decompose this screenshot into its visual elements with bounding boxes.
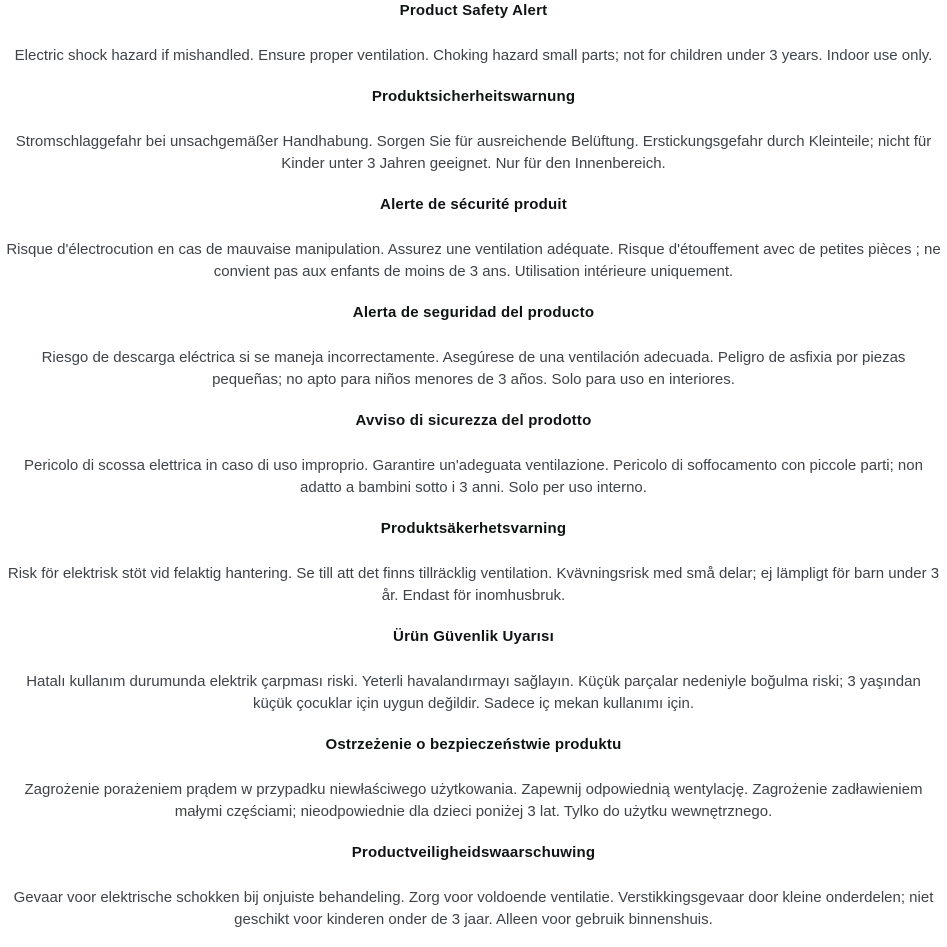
safety-alert-section <box>5 734 942 823</box>
section-heading: Ostrzeżenie o bezpieczeństwie produktu <box>325 736 622 753</box>
safety-alert-section <box>5 626 942 715</box>
section-body: Zagrożenie porażeniem prądem w przypadku niewłaściwego użytkowania. Zapewnij odpowiednią wentylację. Zagrożenie zadławieniem małymi częściami; nieodpowiednie dla dzieci poniżej 3 lat. Tylko do użytku wewnętrznego. <box>24 781 923 820</box>
section-body: Hatalı kullanım durumunda elektrik çarpması riski. Yeterli havalandırmayı sağlayın. Küçük parçalar nedeniyle boğulma riski; 3 yaşından küçük çocuklar için uygun değildir. Sadece iç mekan kullanımı için. <box>26 673 921 712</box>
safety-alert-section <box>5 194 942 283</box>
section-heading: Productveiligheidswaarschuwing <box>351 844 596 861</box>
safety-alert-section <box>5 302 942 391</box>
safety-alert-section <box>5 86 942 175</box>
section-body: Gevaar voor elektrische schokken bij onjuiste behandeling. Zorg voor voldoende ventilatie. Verstikkingsgevaar door kleine onderdelen; niet geschikt voor kinderen onder de 3 jaar. Alleen voor gebruik binnenshuis. <box>13 889 934 928</box>
section-heading: Alerte de sécurité produit <box>380 196 567 213</box>
safety-alert-section <box>5 0 942 67</box>
section-heading: Produktsicherheitswarnung <box>371 88 576 105</box>
safety-alert-section <box>5 518 942 607</box>
section-body: Risk för elektrisk stöt vid felaktig hantering. Se till att det finns tillräcklig ventilation. Kvävningsrisk med små delar; ej lämpligt för barn under 3 år. Endast för inomhusbruk. <box>7 565 940 604</box>
section-body: Electric shock hazard if mishandled. Ensure proper ventilation. Choking hazard small parts; not for children under 3 years. Indoor use only. <box>14 47 933 64</box>
section-heading: Product Safety Alert <box>399 2 548 19</box>
section-body: Riesgo de descarga eléctrica si se maneja incorrectamente. Asegúrese de una ventilación adecuada. Peligro de asfixia por piezas pequeñas; no apto para niños menores de 3 años. Solo para uso en interiores. <box>41 349 906 388</box>
section-body: Stromschlaggefahr bei unsachgemäßer Handhabung. Sorgen Sie für ausreichende Belüftung. Erstickungsgefahr durch Kleinteile; nicht für Kinder unter 3 Jahren geeignet. Nur für den Innenbereich. <box>15 133 932 172</box>
section-heading: Alerta de seguridad del producto <box>352 304 595 321</box>
safety-alert-section <box>5 842 942 931</box>
section-body: Risque d'électrocution en cas de mauvaise manipulation. Assurez une ventilation adéquate. Risque d'étouffement avec de petites pièces ; ne convient pas aux enfants de moins de 3 ans. Utilisation intérieure uniquement. <box>6 241 941 280</box>
safety-alert-section <box>5 410 942 499</box>
section-body: Pericolo di scossa elettrica in caso di uso improprio. Garantire un'adeguata ventilazione. Pericolo di soffocamento con piccole parti; non adatto a bambini sotto i 3 anni. Solo per uso interno. <box>24 457 923 496</box>
section-heading: Ürün Güvenlik Uyarısı <box>393 628 554 645</box>
section-heading: Produktsäkerhetsvarning <box>380 520 567 537</box>
section-heading: Avviso di sicurezza del prodotto <box>355 412 592 429</box>
